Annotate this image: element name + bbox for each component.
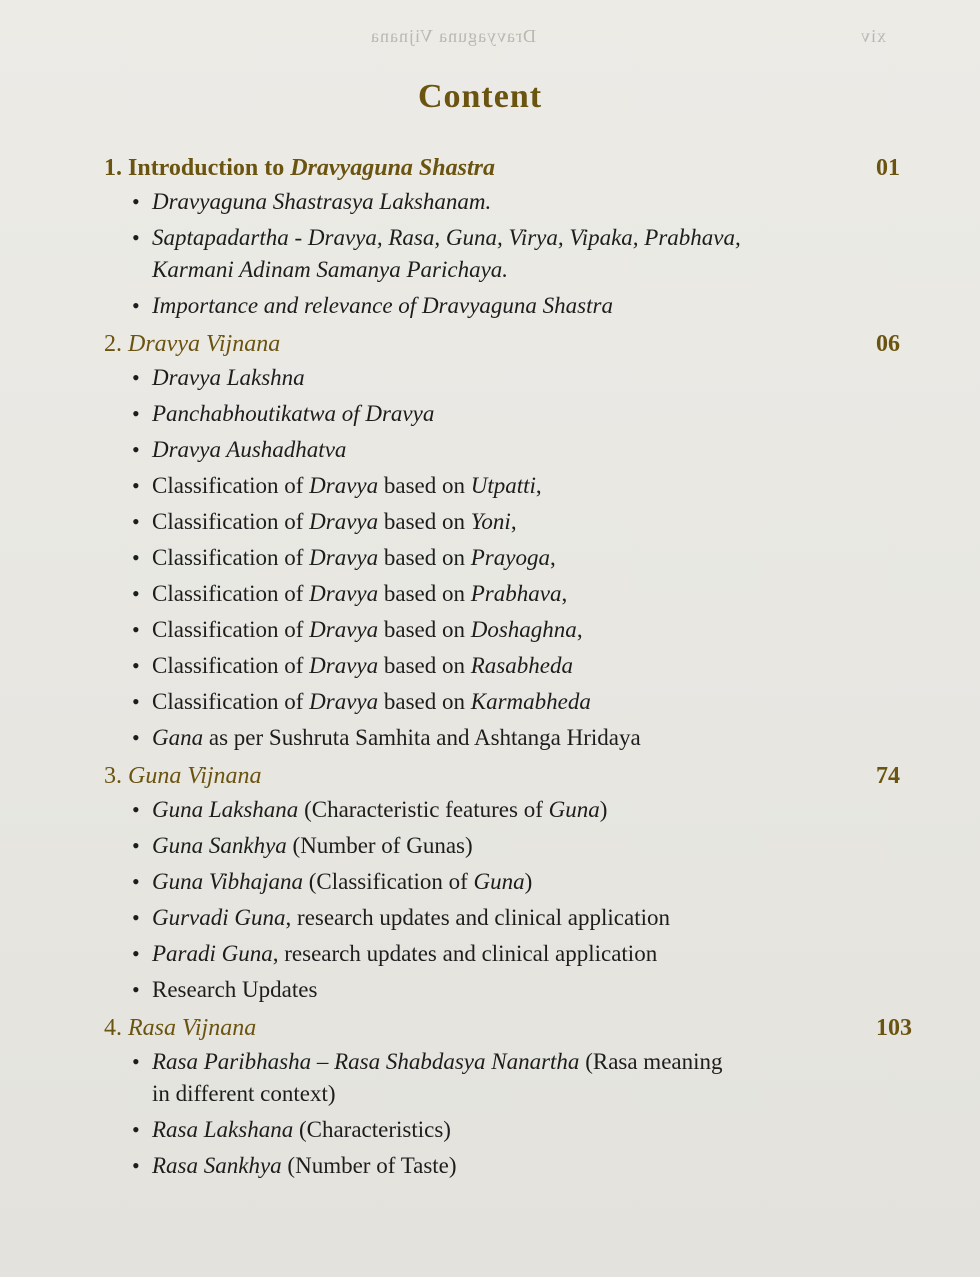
item-text: Classification of — [152, 689, 310, 714]
chapter-heading — [100, 758, 920, 794]
item-text: based on — [378, 617, 471, 642]
chapter-items — [100, 794, 920, 1006]
running-head-title: Dravyaguna Vijnana — [370, 26, 537, 46]
list-item — [100, 614, 920, 646]
item-text: ) — [524, 869, 533, 894]
item-text: (Number of Taste) — [281, 1153, 457, 1178]
item-text: , — [576, 617, 583, 642]
item-italic-text: Prabhava — [470, 581, 562, 606]
item-text: based on — [378, 545, 471, 570]
list-item — [100, 506, 920, 538]
list-item — [100, 362, 920, 394]
item-italic-text: Gurvadi Guna — [152, 905, 286, 930]
item-italic-text: Dravyaguna Shastrasya Lakshanam. — [152, 189, 492, 214]
list-item — [100, 974, 920, 1006]
item-italic-text: Utpatti — [470, 473, 536, 498]
item-italic-text: Dravya — [309, 473, 379, 498]
item-text: Classification of — [152, 545, 310, 570]
chapter-3 — [100, 758, 920, 1006]
item-text: , — [510, 509, 517, 534]
item-text: based on — [378, 653, 471, 678]
list-item — [100, 578, 920, 610]
table-of-contents — [100, 150, 920, 1186]
running-head-page-number: xiv — [860, 26, 887, 46]
item-text: based on — [378, 581, 471, 606]
list-item — [100, 542, 920, 574]
item-italic-text: Yoni — [470, 509, 511, 534]
chapter-title-italic: Dravyaguna Shastra — [290, 155, 495, 181]
item-italic-text: Rasabheda — [470, 653, 573, 678]
chapter-page-number: 06 — [876, 331, 900, 357]
list-item — [100, 1114, 920, 1146]
item-text: (Classification of — [302, 869, 474, 894]
item-text: Classification of — [152, 473, 310, 498]
chapter-page-number: 103 — [876, 1015, 912, 1041]
list-item — [100, 470, 920, 502]
chapter-page-number: 74 — [876, 763, 900, 789]
chapter-heading — [100, 326, 920, 362]
item-text: Classification of — [152, 581, 310, 606]
item-italic-text: Guna Lakshana — [152, 797, 299, 822]
item-text: ) — [599, 797, 608, 822]
item-italic-text: Dravya — [309, 617, 379, 642]
item-italic-text: Guna Sankhya — [152, 833, 287, 858]
chapter-title — [104, 758, 262, 794]
item-text: (Number of Gunas) — [286, 833, 473, 858]
item-text: , — [535, 473, 542, 498]
page-title: Content — [417, 78, 543, 115]
list-item — [100, 186, 920, 218]
item-text: , research updates and clinical application — [272, 941, 658, 966]
chapter-title — [104, 150, 495, 186]
chapter-items — [100, 186, 920, 322]
chapter-2 — [100, 326, 920, 754]
chapter-items — [100, 1046, 920, 1182]
item-text: Classification of — [152, 509, 310, 534]
chapter-1 — [100, 150, 920, 322]
list-item — [100, 222, 920, 286]
list-item — [100, 434, 920, 466]
list-item — [100, 722, 920, 754]
list-item — [100, 794, 920, 826]
item-text: (Rasa meaning — [579, 1049, 723, 1074]
chapter-number: 1. — [104, 155, 122, 181]
item-text: based on — [378, 473, 471, 498]
chapter-4 — [100, 1010, 920, 1182]
item-text-continued: in different context) — [152, 1081, 336, 1106]
item-italic-text: Panchabhoutikatwa of Dravya — [152, 401, 435, 426]
item-text: , research updates and clinical application — [285, 905, 670, 930]
item-text: (Characteristic features of — [298, 797, 549, 822]
item-italic-text: Dravya — [309, 689, 379, 714]
item-italic-text: Dravya — [309, 545, 379, 570]
item-italic-text: Gana — [152, 725, 204, 750]
item-text: (Characteristics) — [293, 1117, 451, 1142]
item-italic-text: Dravya — [309, 581, 379, 606]
chapter-items — [100, 362, 920, 754]
item-italic-text: Doshaghna — [470, 617, 577, 642]
item-italic-text: Importance and relevance of Dravyaguna Shastra — [152, 293, 613, 318]
item-italic-text: Dravya — [309, 509, 379, 534]
item-text: Research Updates — [152, 977, 318, 1002]
item-text: Classification of — [152, 617, 310, 642]
list-item — [100, 686, 920, 718]
chapter-number: 4. — [104, 1015, 122, 1041]
item-italic-text: Karmabheda — [470, 689, 591, 714]
chapter-title — [104, 1010, 256, 1046]
chapter-title-prefix: Introduction to — [128, 155, 285, 181]
item-text: as per Sushruta Samhita and Ashtanga Hridaya — [203, 725, 641, 750]
item-italic-text: Dravya Lakshna — [152, 365, 305, 390]
list-item — [100, 902, 920, 934]
item-text: , — [561, 581, 568, 606]
list-item — [100, 398, 920, 430]
item-italic-text: Guna Vibhajana — [152, 869, 303, 894]
item-italic-text: Rasa Sankhya — [152, 1153, 282, 1178]
chapter-title-italic: Dravya Vijnana — [128, 331, 281, 357]
chapter-page-number: 01 — [876, 155, 900, 181]
item-italic-text: Guna — [473, 869, 525, 894]
item-italic-text: Dravya Aushadhatva — [152, 437, 347, 462]
chapter-title — [104, 326, 280, 362]
list-item — [100, 1150, 920, 1182]
item-italic-text: • Saptapadartha - Dravya, Rasa, Guna, Virya, Vipaka, Prabhava, — [152, 225, 741, 250]
chapter-title-italic: Rasa Vijnana — [128, 1015, 257, 1041]
list-item — [100, 938, 920, 970]
list-item — [100, 830, 920, 862]
item-text: Classification of — [152, 653, 310, 678]
list-item — [100, 1046, 920, 1110]
chapter-heading — [100, 150, 920, 186]
item-italic-text-continued: Karmani Adinam Samanya Parichaya. — [152, 257, 509, 282]
item-text: based on — [378, 689, 471, 714]
list-item — [100, 650, 920, 682]
item-italic-text: Prayoga — [470, 545, 550, 570]
item-italic-text: Guna — [548, 797, 600, 822]
chapter-number: 2. — [104, 331, 122, 357]
item-italic-text: Rasa Lakshana — [152, 1117, 294, 1142]
list-item — [100, 290, 920, 322]
item-text: based on — [378, 509, 471, 534]
item-italic-text: Paradi Guna — [152, 941, 273, 966]
item-italic-text: Rasa Paribhasha – Rasa Shabdasya Nanartha — [152, 1049, 580, 1074]
chapter-number: 3. — [104, 763, 122, 789]
chapter-heading — [100, 1010, 920, 1046]
chapter-title-italic: Guna Vijnana — [128, 763, 262, 789]
item-text: , — [549, 545, 556, 570]
list-item — [100, 866, 920, 898]
item-italic-text: Dravya — [309, 653, 379, 678]
